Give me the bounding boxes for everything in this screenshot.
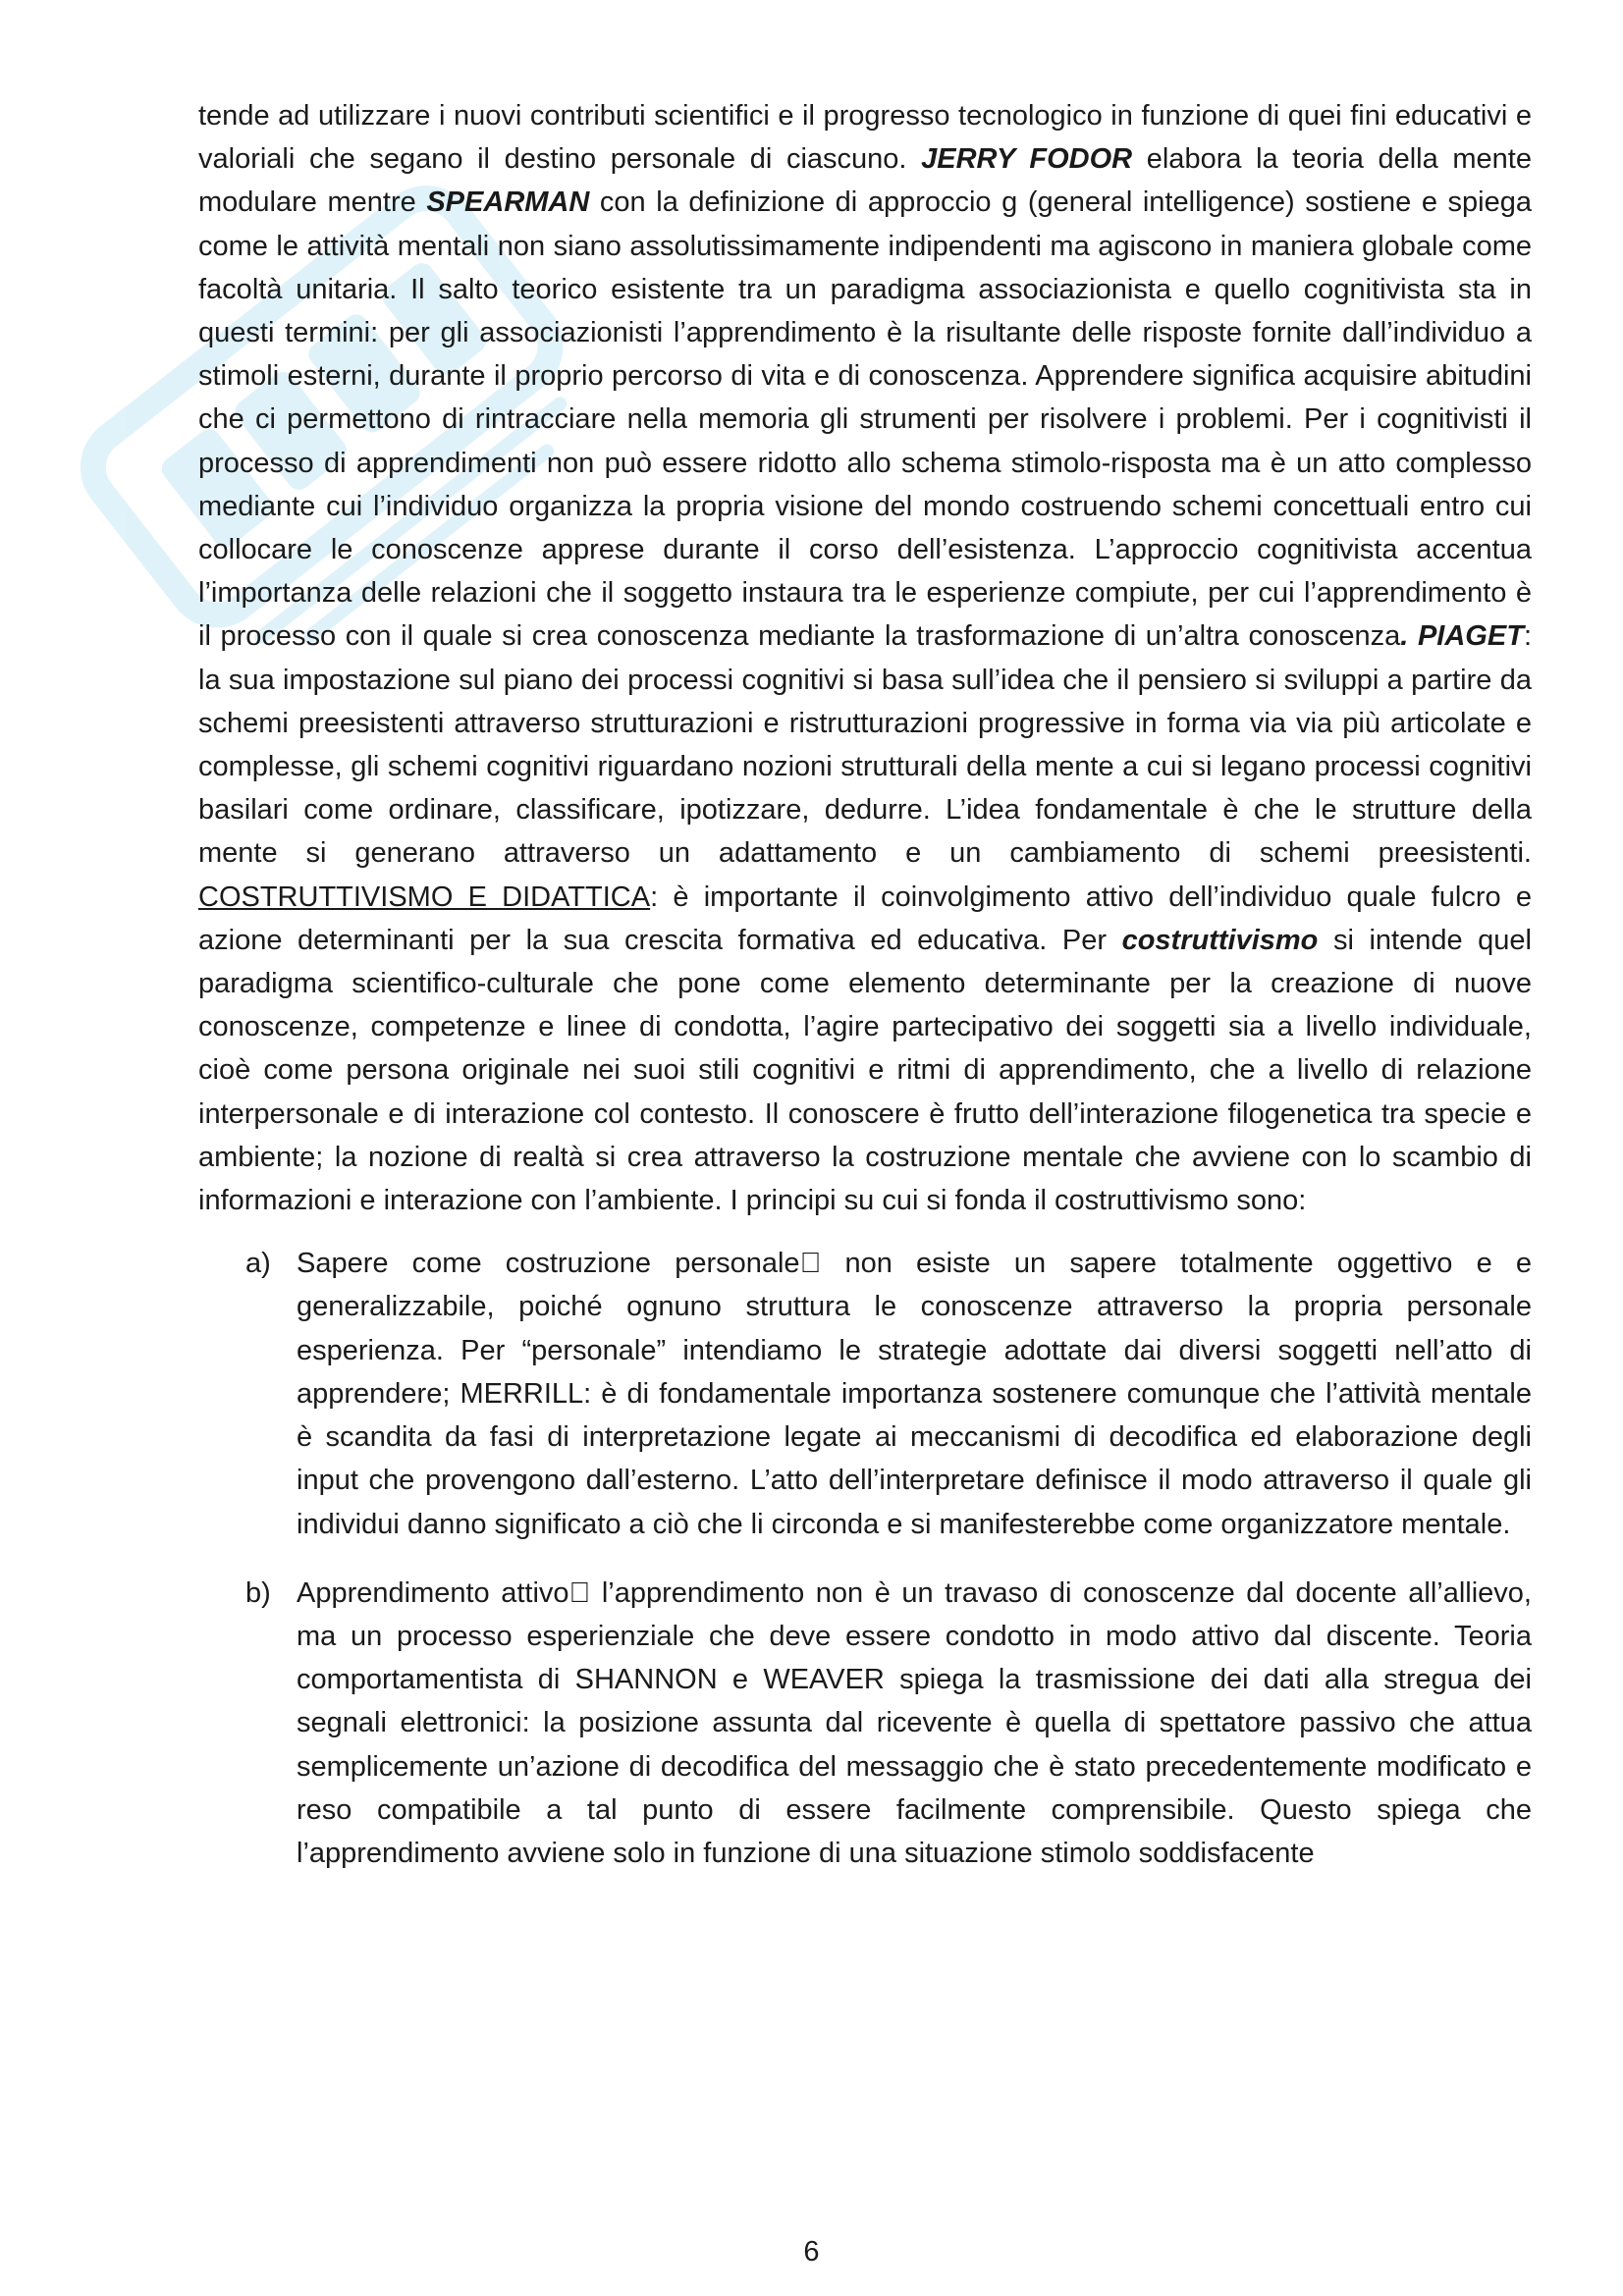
- text-run: : è importante il coinvolgimento attivo dell’individuo quale fulcro e azione determinanti per la sua crescita formativa ed educativa. Per: [198, 881, 1532, 956]
- name-piaget: PIAGET: [1417, 620, 1524, 653]
- body-paragraph: [198, 94, 1532, 1222]
- text-run: si intende quel paradigma scientifico-culturale che pone come elemento determinante per la creazione di nuove conoscenze, competenze e linee di condotta, l’agire partecipativo dei soggetti sia a livello individuale, cioè come persona originale nei suoi stili cognitivi e ritmi di apprendimento, che a livello di relazione interpersonale e di interazione col contesto. Il conoscere è frutto dell’interazione filogenetica tra specie e ambiente; la nozione di realtà si crea attraverso la costruzione mentale che avviene con lo scambio di informazioni e interazione con l’ambiente. I principi su cui si fonda il costruttivismo sono:: [198, 924, 1532, 1217]
- list-marker: b): [245, 1576, 271, 1609]
- list-marker: a): [245, 1248, 271, 1280]
- text-run: : la sua impostazione sul piano dei processi cognitivi si basa sull’idea che il pensiero si sviluppi a partire da schemi preesistenti attraverso strutturazioni e ristrutturazioni progressive in forma via via più articolate e complesse, gli schemi cognitivi riguardano nozioni strutturali della mente a cui si legano processi cognitivi basilari come ordinare, classificare, ipotizzare, dedurre. L’idea fondamentale è che le strutture della mente si generano attraverso un adattamento e un cambiamento di schemi preesistenti.: [198, 620, 1532, 870]
- document-page: [198, 94, 1532, 1900]
- list-item-text: Sapere come costruzione personale non esiste un sapere totalmente oggettivo e e generalizzabile, poiché ognuno struttura le conoscenze attraverso la propria personale esperienza. Per “personale” intendiamo le strategie adottate dai diversi soggetti nell’atto di apprendere; MERRILL: è di fondamentale importanza sostenere comunque che l’attività mentale è scandita da fasi di interpretazione legate ai meccanismi di decodifica ed elaborazione degli input che provengono dall’esterno. L’atto dell’interpretare definisce il modo attraverso il quale gli individui danno significato a ciò che li circonda e si manifesterebbe come organizzatore mentale.: [297, 1248, 1532, 1540]
- text-run: con la definizione di approccio g (general intelligence) sostiene e spiega come le attività mentali non siano assolutissimamente indipendenti ma agiscono in maniera globale come facoltà unitaria. Il salto teorico esistente tra un paradigma associazionista e quello cognitivista sta in questi termini: per gli associazionisti l’apprendimento è la risultante delle risposte fornite dall’individuo a stimoli esterni, durante il proprio percorso di vita e di conoscenza. Apprendere significa acquisire abitudini che ci permettono di rintracciare nella memoria gli strumenti per risolvere i problemi. Per i cognitivisti il processo di apprendimenti non può essere ridotto allo schema stimolo-risposta ma è un atto complesso mediante cui l’individuo organizza la propria visione del mondo costruendo schemi concettuali entro cui collocare le conoscenze apprese durante il corso dell’esistenza. L’approccio cognitivista accentua l’importanza delle relazioni che il soggetto instaura tra le esperienze compiute, per cui l’apprendimento è il processo con il quale si crea conoscenza mediante la trasformazione di un’altra conoscenza: [198, 187, 1532, 653]
- text-run: tende ad utilizzare i nuovi contributi scientifici e il progresso tecnologico in funzione di quei fini educativi e valoriali che segano il destino personale di ciascuno.: [198, 100, 1532, 176]
- list-item: [198, 1572, 1532, 1875]
- page-number: 6: [803, 2236, 820, 2268]
- text-run: elabora la teoria della mente modulare mentre: [198, 143, 1532, 219]
- name-jerry-fodor: JERRY FODOR: [921, 143, 1133, 176]
- list-item-text: Apprendimento attivo l’apprendimento non è un travaso di conoscenze dal docente all’allievo, ma un processo esperienziale che deve essere condotto in modo attivo dal discente. Teoria comportamentista di SHANNON e WEAVER spiega la trasmissione dei dati alla stregua dei segnali elettronici: la posizione assunta dal ricevente è quella di spettatore passivo che attua semplicemente un’azione di decodifica del messaggio che è stato precedentemente modificato e reso compatibile a tal punto di essere facilmente comprensibile. Questo spiega che l’apprendimento avviene solo in funzione di una situazione stimolo soddisfacente: [297, 1576, 1532, 1869]
- term-costruttivismo: costruttivismo: [1121, 924, 1319, 956]
- list-item: [198, 1242, 1532, 1545]
- bold-period: .: [1400, 620, 1418, 653]
- section-heading-costruttivismo: COSTRUTTIVISMO E DIDATTICA: [198, 881, 651, 913]
- name-spearman: SPEARMAN: [426, 187, 590, 219]
- principles-list: [198, 1242, 1532, 1875]
